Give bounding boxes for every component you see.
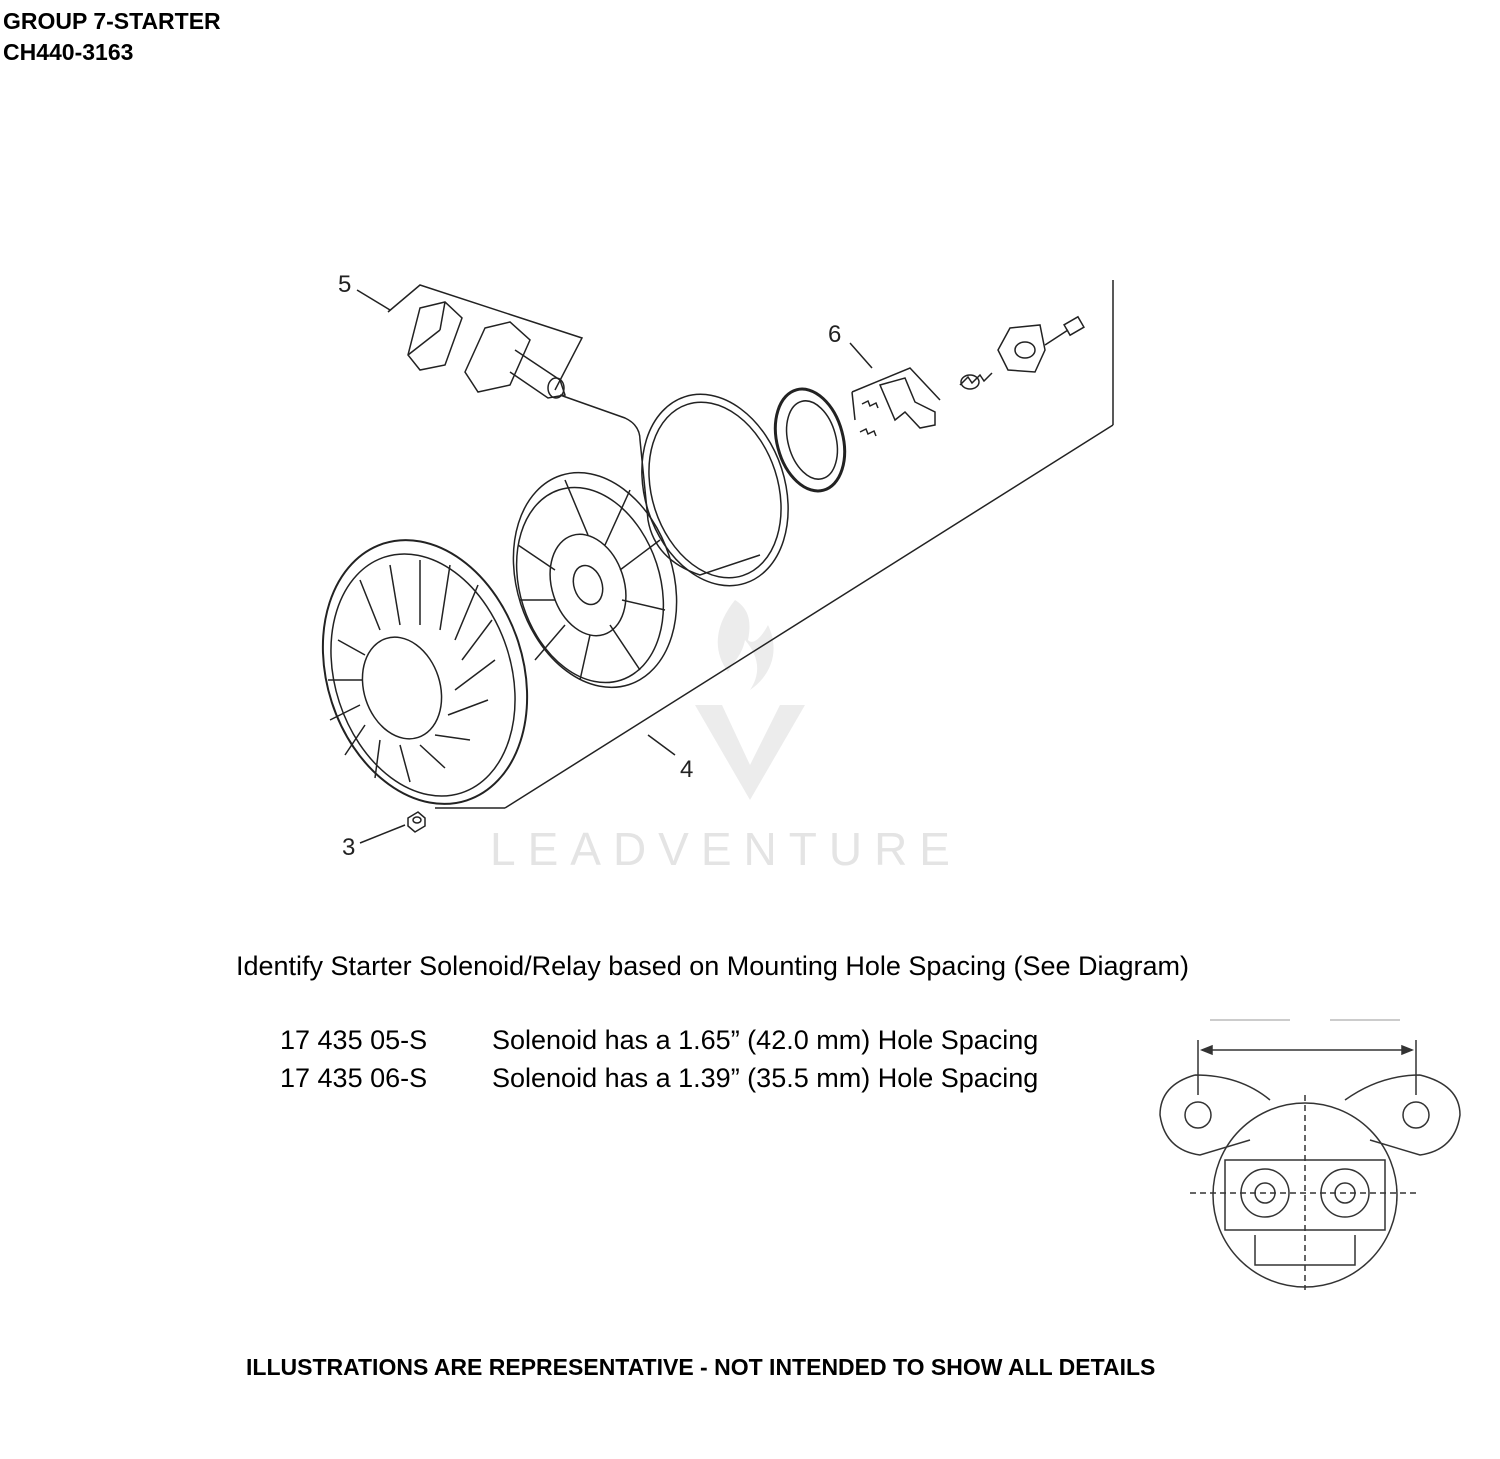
starter-rope xyxy=(560,395,760,575)
callout-leader-3 xyxy=(360,825,405,843)
compression-spring xyxy=(960,373,992,389)
pawl-spring-part xyxy=(860,401,878,436)
callout-6: 6 xyxy=(828,321,842,348)
callout-4: 4 xyxy=(680,756,694,783)
model-number: CH440-3163 xyxy=(3,39,134,65)
mounting-hole-left xyxy=(1185,1102,1211,1128)
part-description: Solenoid has a 1.39” (35.5 mm) Hole Spacing xyxy=(492,1063,1039,1093)
callout-leader-6 xyxy=(850,343,872,368)
watermark-text: LEADVENTURE xyxy=(490,823,962,875)
callout-5: 5 xyxy=(338,271,352,298)
pawl-bracket xyxy=(852,368,940,420)
drive-cam-part xyxy=(998,325,1045,372)
handle-insert-part xyxy=(408,302,462,370)
solenoid-flange xyxy=(1160,1075,1460,1155)
part-description: Solenoid has a 1.65” (42.0 mm) Hole Spacing xyxy=(492,1025,1039,1055)
part-number: 17 435 05-S xyxy=(280,1025,428,1055)
callout-leader-4 xyxy=(648,735,675,755)
callout-leader-5 xyxy=(357,290,390,310)
group-title: GROUP 7-STARTER xyxy=(3,8,221,34)
solenoid-hole-spacing-diagram xyxy=(1160,1020,1460,1290)
starter-housing xyxy=(290,513,560,830)
starter-pulley xyxy=(487,451,703,708)
part-row xyxy=(280,1025,1038,1056)
center-bolt-part xyxy=(1045,317,1084,345)
starter-handle-part xyxy=(465,322,565,398)
callout-3: 3 xyxy=(342,834,356,861)
solenoid-instruction: Identify Starter Solenoid/Relay based on Mounting Hole Spacing (See Diagram) xyxy=(236,951,1190,981)
watermark-logo xyxy=(490,600,962,875)
mounting-hole-right xyxy=(1403,1102,1429,1128)
disclaimer-footer: ILLUSTRATIONS ARE REPRESENTATIVE - NOT INTENDED TO SHOW ALL DETAILS xyxy=(246,1354,1156,1380)
mounting-screw-part xyxy=(408,812,425,832)
part-row xyxy=(280,1063,1038,1094)
handle-bracket xyxy=(388,285,582,390)
part-number: 17 435 06-S xyxy=(280,1063,428,1093)
assembly-bracket-line xyxy=(505,425,1113,808)
